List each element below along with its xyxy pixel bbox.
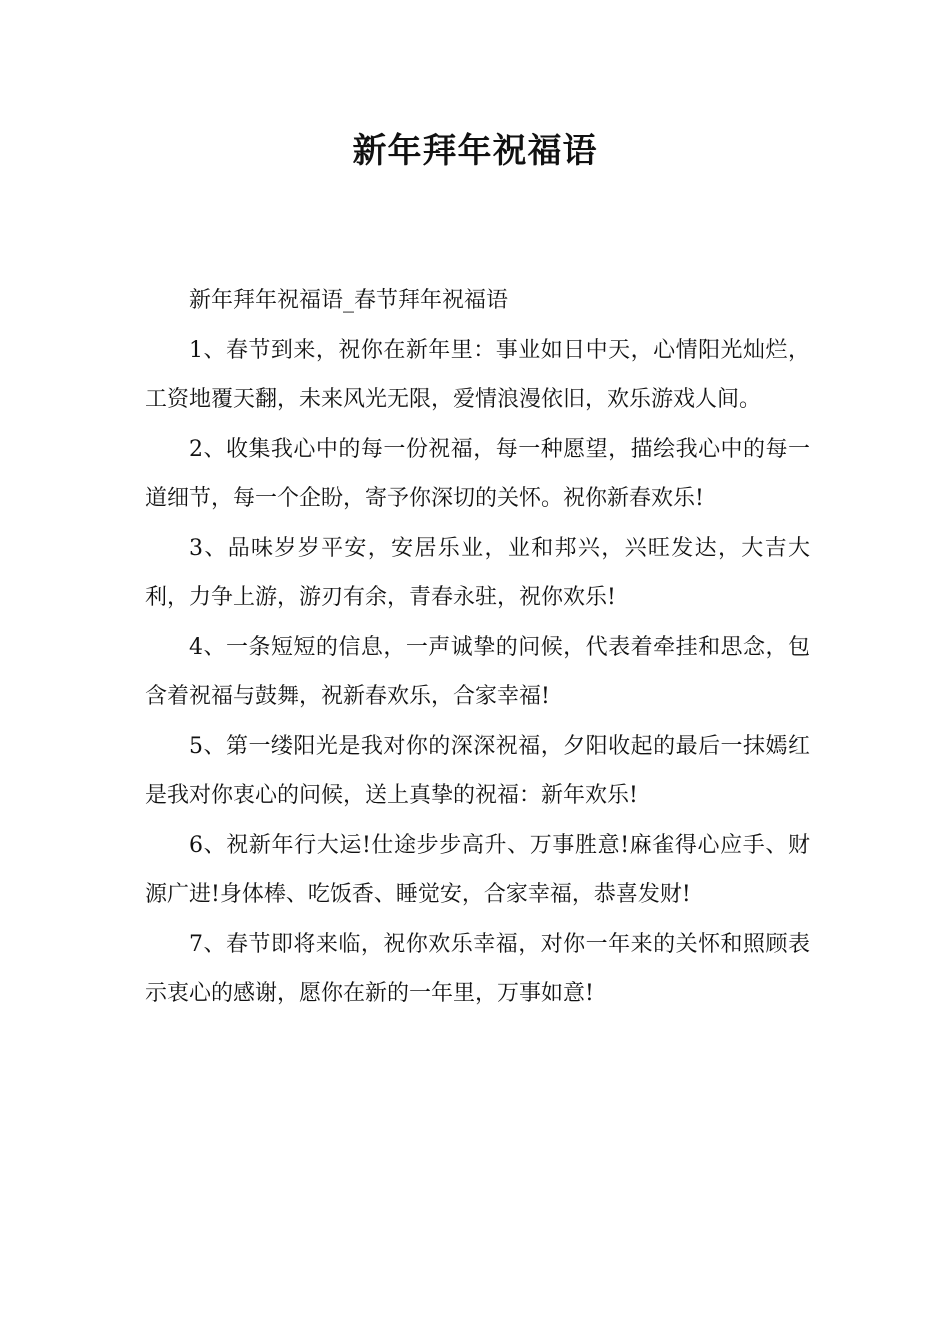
paragraph-5: 5、第一缕阳光是我对你的深深祝福，夕阳收起的最后一抹嫣红是我对你衷心的问候，送上真挚的祝福：新年欢乐! (145, 733, 810, 808)
paragraph-1: 1、春节到来，祝你在新年里：事业如日中天，心情阳光灿烂，工资地覆天翻，未来风光无限，爱情浪漫依旧，欢乐游戏人间。 (145, 337, 810, 412)
paragraph-2: 2、收集我心中的每一份祝福，每一种愿望，描绘我心中的每一道细节，每一个企盼，寄予你深切的关怀。祝你新春欢乐! (145, 436, 810, 511)
paragraph-7: 7、春节即将来临，祝你欢乐幸福，对你一年来的关怀和照顾表示衷心的感谢，愿你在新的一年里，万事如意! (145, 931, 810, 1006)
paragraph-subtitle: 新年拜年祝福语_春节拜年祝福语 (189, 288, 509, 313)
paragraph-6: 6、祝新年行大运!仕途步步高升、万事胜意!麻雀得心应手、财源广进!身体棒、吃饭香、睡觉安，合家幸福，恭喜发财! (145, 832, 810, 907)
paragraph-4: 4、一条短短的信息，一声诚挚的问候，代表着牵挂和思念，包含着祝福与鼓舞，祝新春欢乐，合家幸福! (145, 634, 810, 709)
document-body (145, 276, 810, 1019)
document-title: 新年拜年祝福语 (352, 131, 598, 171)
paragraph-3: 3、品味岁岁平安，安居乐业，业和邦兴，兴旺发达，大吉大利，力争上游，游刃有余，青春永驻，祝你欢乐! (145, 535, 810, 610)
